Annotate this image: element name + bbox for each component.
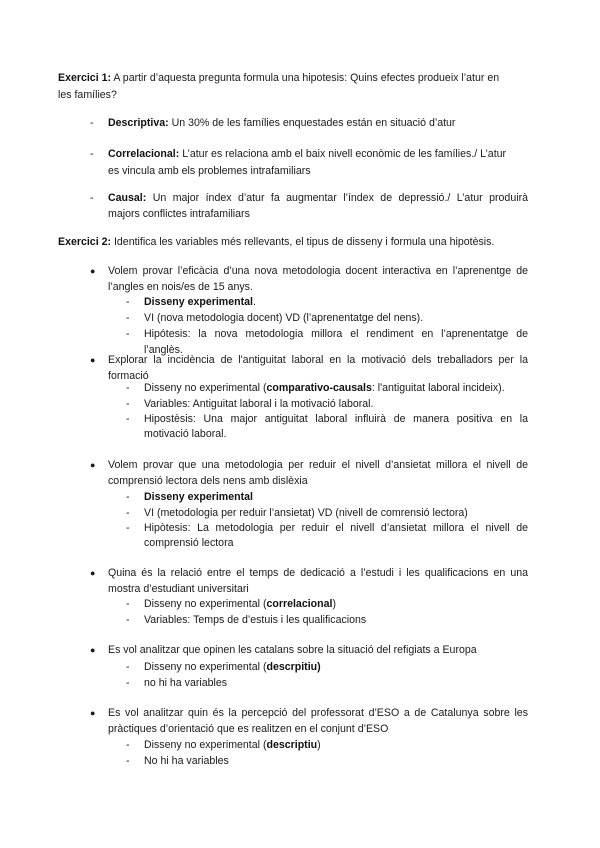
case4-statement: Quina és la relació entre el temps de dedicació a l’estudi i les qualificacions en una — [108, 567, 528, 579]
dash-marker: - — [126, 677, 130, 689]
case5-design: Disseny no experimental (descrpitiu) — [144, 661, 321, 673]
case1-statement-cont: l’angles en nois/es de 15 anys. — [108, 281, 253, 293]
case1-design: Disseny experimental. — [144, 296, 256, 308]
exercise1-heading: Exercici 1: — [58, 72, 112, 84]
hypothesis-correlational-cont: es vincula amb els problemes intrafamiliars — [108, 165, 311, 177]
case3-variables: VI (metodologia per reduir l’ansietat) VD (nivell de comrensió lectora) — [144, 507, 468, 519]
case1-hypothesis-cont: l’anglès. — [144, 344, 183, 356]
case2-design: Disseny no experimental (comparativo-causals: l'antiguitat laboral incideix). — [144, 382, 505, 394]
case6-design: Disseny no experimental (descriptiu) — [144, 739, 321, 751]
dash-marker: - — [126, 507, 130, 519]
case5-variables: no hi ha variables — [144, 677, 228, 689]
hypothesis-descriptive: Descriptiva: Un 30% de les famílies enquestades están en situació d’atur — [108, 117, 456, 129]
case3-statement: Volem provar que una metodologia per reduir el nivell d’ansietat millora el nivell de — [108, 459, 528, 471]
case1-hypothesis: Hipótesis: la nova metodologia millora el rendiment en l’aprenentatge de — [144, 328, 528, 340]
case2-statement: Explorar la incidència de l'antiguitat laboral en la motivació dels treballadors per la — [108, 354, 528, 366]
dash-marker: - — [126, 296, 130, 308]
case2-variables: Variables: Antiguitat laboral i la motivació laboral. — [144, 398, 374, 410]
dash-marker: - — [126, 661, 130, 673]
dash-marker: - — [126, 398, 130, 410]
dash-marker: - — [126, 382, 130, 394]
hypothesis-correlational: Correlacional: L’atur es relaciona amb el baix nivell econòmic de les famílies./ L’atur — [108, 148, 507, 160]
bullet-icon: ● — [90, 568, 96, 578]
case2-hypothesis-cont: motivació laboral. — [144, 428, 227, 440]
dash-marker: - — [90, 192, 94, 204]
dash-marker: - — [90, 117, 94, 129]
case3-statement-cont: comprensió lectora dels nens amb dislèxia — [108, 475, 308, 487]
case2-hypothesis: Hipostèsis: Una major antiguitat laboral influirà de manera positiva en la — [144, 413, 528, 425]
dash-marker: - — [126, 739, 130, 751]
case5-statement: Es vol analitzar que opinen les catalans sobre la situació del refigiats a Europa — [108, 644, 477, 656]
dash-marker: - — [126, 755, 130, 767]
dash-marker: - — [126, 598, 130, 610]
case4-design: Disseny no experimental (correlacional) — [144, 598, 336, 610]
bullet-icon: ● — [90, 708, 96, 718]
dash-marker: - — [126, 522, 130, 534]
exercise1-prompt: Exercici 1: A partir d’aquesta pregunta formula una hipotesis: Quins efectes produeix l’atur en — [58, 72, 500, 84]
bullet-icon: ● — [90, 355, 96, 365]
exercise2-heading: Exercici 2: — [58, 236, 112, 248]
dash-marker: - — [90, 148, 94, 160]
bullet-icon: ● — [90, 645, 96, 655]
dash-marker: - — [126, 413, 130, 425]
case1-statement: Volem provar l’eficàcia d’una nova metodologia docent interactiva en l’aprenentge de — [108, 265, 528, 277]
case1-variables: VI (nova metodologia docent) VD (l’aprenentatge del nens). — [144, 312, 424, 324]
dash-marker: - — [126, 491, 130, 503]
case3-hypothesis: Hipòtesis: La metodologia per reduir el nivell d’ansietat millora el nivell de — [144, 522, 528, 534]
bullet-icon: ● — [90, 460, 96, 470]
dash-marker: - — [126, 614, 130, 626]
dash-marker: - — [126, 328, 130, 340]
case3-design: Disseny experimental — [144, 491, 253, 503]
case6-statement-cont: pràctiques d’orientació que es realitzen en el conjunt d’ESO — [108, 723, 389, 735]
bullet-icon: ● — [90, 266, 96, 276]
hypothesis-causal: Causal: Un major índex d’atur fa augmentar l’índex de depressió./ L’atur produirà — [108, 192, 528, 204]
exercise1-prompt-cont: les famílies? — [58, 89, 117, 101]
exercise2-prompt: Exercici 2: Identifica les variables més rellevants, el tipus de disseny i formula una hipotèsis. — [58, 236, 495, 248]
hypothesis-causal-cont: majors conflictes intrafamiliars — [108, 208, 250, 220]
dash-marker: - — [126, 312, 130, 324]
case6-statement: Es vol analitzar quin és la percepció del professorat d’ESO a de Catalunya sobre les — [108, 707, 528, 719]
case4-variables: Variables: Temps de d’estuis i les qualificacions — [144, 614, 367, 626]
case2-statement-cont: formació — [108, 370, 149, 382]
case4-statement-cont: mostra d’estudiant universitari — [108, 583, 249, 595]
case3-hypothesis-cont: comprensió lectora — [144, 537, 234, 549]
case6-variables: No hi ha variables — [144, 755, 229, 767]
